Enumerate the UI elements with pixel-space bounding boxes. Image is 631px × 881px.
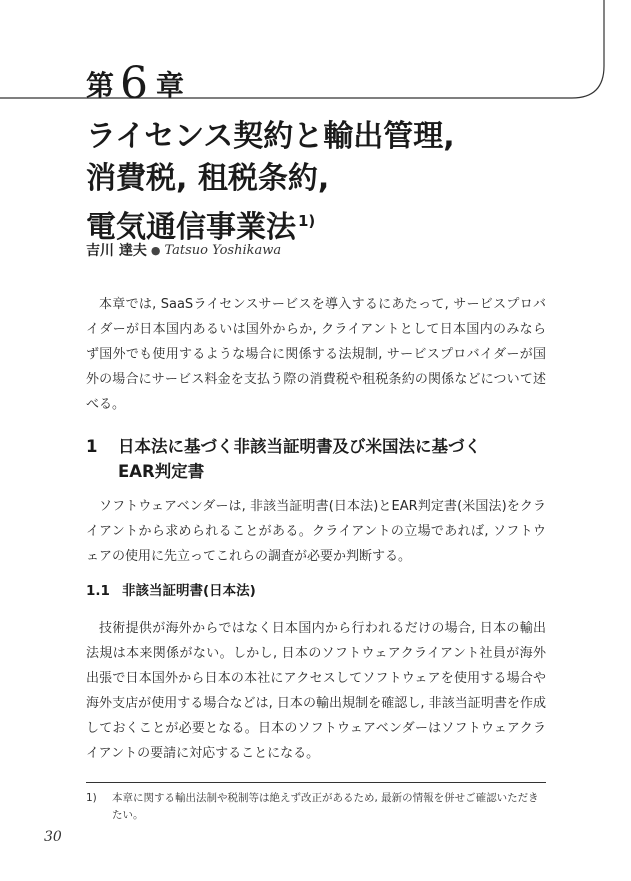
author-bullet: ● [150, 243, 161, 257]
intro-paragraph [86, 292, 546, 417]
author-line [86, 240, 281, 260]
section-1-paragraph [86, 494, 546, 569]
footnote [86, 790, 548, 824]
title-line-2: 消費税, 租税条約, [86, 161, 330, 196]
page-number: 30 [44, 829, 62, 845]
section-1-1-heading [86, 580, 256, 602]
footnote-text: 本章に関する輸出法制や税制等は絶えず改正があるため, 最新の情報を併せご確認いただきたい。 [112, 792, 539, 821]
section-1-1-title: 非該当証明書(日本法) [122, 583, 256, 599]
intro-text: 本章では, SaaSライセンスサービスを導入するにあたって, サービスプロバイダーが日本国内あるいは国外からか, クライアントとして日本国内のみならず国外でも使用するような場合に関係する法規制, サービスプロバイダーが国外の場合にサービス料金を支払う際の消費税や租税条約の関係などについて述べる。 [86, 297, 546, 412]
chapter-number: 6 [120, 58, 149, 109]
chapter-prefix: 第 [86, 69, 115, 102]
chapter-suffix: 章 [156, 69, 185, 102]
title-line-1: ライセンス契約と輸出管理, [86, 119, 455, 154]
section-1-heading-line-2: EAR判定書 [118, 462, 205, 481]
title-footnote-ref[interactable]: 1) [298, 212, 316, 230]
title-line-3-text: 電気通信事業法 [86, 210, 296, 245]
section-1-1-paragraph [86, 616, 546, 766]
author-romanized: Tatsuo Yoshikawa [164, 242, 282, 258]
section-1-number: 1 [86, 437, 98, 456]
section-1-1-number: 1.1 [86, 583, 110, 599]
chapter-label [86, 58, 185, 109]
section-1-heading-line-1: 日本法に基づく非該当証明書及び米国法に基づく [118, 437, 481, 456]
section-1-heading [86, 434, 481, 484]
chapter-title [86, 116, 455, 249]
section-1-text: ソフトウェアベンダーは, 非該当証明書(日本法)とEAR判定書(米国法)をクライアントから求められることがある。クライアントの立場であれば, ソフトウェアの使用に先立ってこれらの調査が必要か判断する。 [86, 499, 546, 564]
author-name: 吉川 達夫 [86, 243, 147, 259]
section-1-1-text: 技術提供が海外からではなく日本国内から行われるだけの場合, 日本の輸出法規は本来関係がない。しかし, 日本のソフトウェアクライアント社員が海外出張で日本国外から日本の本社にアクセスしてソフトウェアを使用する場合や海外支店が使用する場合などは, 日本の輸出規制を確認し, 非該当証明書を作成しておくことが必要となる。日本のソフトウェアベンダーはソフトウェアクライアントの要請に対応することになる。 [86, 621, 546, 761]
footnote-mark: 1) [86, 792, 97, 804]
footnote-divider [86, 782, 546, 783]
